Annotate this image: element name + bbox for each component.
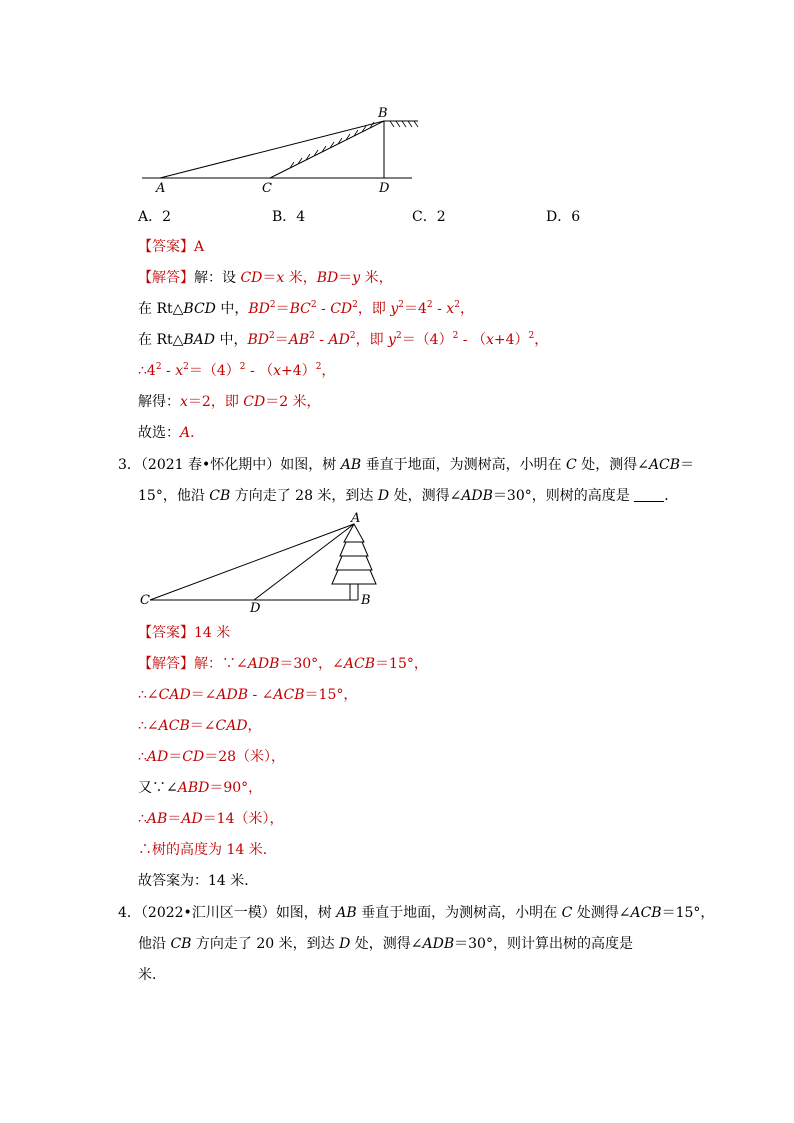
q3-solution-line-4: ∴AD＝CD＝28（米），: [138, 749, 286, 765]
q4-line-2: 他沿 CB 方向走了 20 米，到达 D 处，测得∠ADB＝30°，则计算出树的高度是: [138, 936, 633, 952]
q4-line-3: 米．: [138, 967, 166, 983]
label-a: A: [156, 181, 166, 196]
option-c[interactable]: C．2: [412, 209, 446, 225]
hatch-marks: [290, 121, 418, 168]
q3-answer: 【答案】14 米: [138, 625, 231, 641]
q3-solution-line-1: 【解答】解：∵∠ADB＝30°，∠ACB＝15°，: [138, 656, 428, 672]
label-b: B: [361, 593, 371, 608]
q3-line-2: 15°，他沿 CB 方向走了 28 米，到达 D 处，测得∠ADB＝30°，则树的高度是 ．: [138, 488, 679, 504]
line-cb: [270, 121, 384, 178]
q3-solution-line-2: ∴∠CAD＝∠ADB - ∠ACB＝15°，: [138, 687, 358, 703]
q2-solution-line-6: 故选：A．: [138, 425, 205, 441]
q3-solution-line-6: ∴AB＝AD＝14（米），: [138, 811, 284, 827]
q4-line-1: 4．（2022•汇川区一模）如图，树 AB 垂直于地面，为测树高，小明在 C 处测得∠ACB＝15°，: [118, 905, 715, 921]
option-a[interactable]: A．2: [138, 209, 172, 225]
option-b[interactable]: B．4: [272, 209, 306, 225]
q2-solution-line-2: 在 Rt△BCD 中，$BD^2=BC^2 - CD^2$，即 $y^2=4^2 - x^2$，: [138, 300, 474, 317]
label-b: B: [378, 106, 388, 121]
q3-solution-line-7: ∴树的高度为 14 米．: [138, 842, 277, 858]
figure-slope: [130, 104, 430, 196]
answer-blank[interactable]: [634, 487, 664, 502]
label-c: C: [262, 181, 272, 196]
q2-solution-line-1: 【解答】解：设 CD＝x 米，BD＝y 米，: [138, 270, 393, 286]
q3-line-1: 3．（2021 春•怀化期中）如图，树 AB 垂直于地面，为测树高，小明在 C 处，测得∠ACB＝: [118, 457, 695, 473]
label-d: D: [250, 601, 261, 616]
q2-solution-line-5: 解得：x＝2，即 CD＝2 米，: [138, 394, 321, 410]
label-d: D: [379, 181, 390, 196]
figure-tree: [130, 512, 380, 616]
label-a: A: [351, 512, 361, 526]
q3-solution-line-3: ∴∠ACB＝∠CAD，: [138, 718, 262, 734]
q3-solution-line-5: 又∵∠ABD＝90°，: [138, 780, 263, 796]
options-row: [138, 206, 698, 226]
q2-solution-line-4: $\therefore 4^2 - x^2=(4)^2 - (x+4)^2$，: [138, 362, 336, 379]
q3-solution-line-8: 故答案为：14 米．: [138, 873, 259, 889]
label-c: C: [140, 593, 150, 608]
line-ca: [150, 524, 354, 600]
option-d[interactable]: D．6: [546, 209, 581, 225]
q2-solution-line-3: 在 Rt△BAD 中，$BD^2=AB^2 - AD^2$，即 $y^2=(4)^2 - (x+4)^2$，: [138, 331, 549, 348]
q2-answer: 【答案】A: [138, 239, 205, 255]
line-ab: [160, 121, 384, 178]
